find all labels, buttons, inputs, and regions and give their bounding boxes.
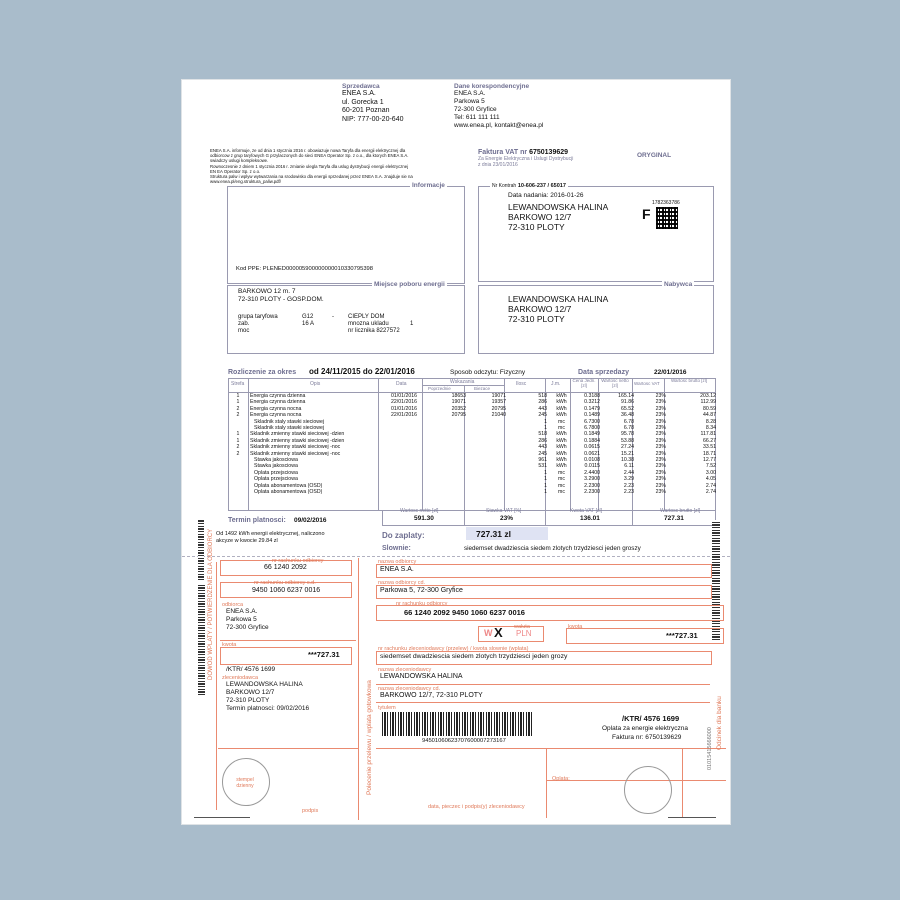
correspondence-city: 72-300 Gryfice: [454, 106, 497, 113]
transfer-words-label: nr rachunku zleceniodawcy (przelew) / kwota slownie (wplata): [378, 646, 529, 652]
charge-rows: [228, 393, 718, 496]
charge-cell: 6.78: [623, 418, 634, 425]
th-opis: Opis: [310, 381, 321, 387]
notice-line: odbiorcow z grup taryfowych G przylaczonych do sieci ENEA Operator Sp. z o.o., dla ktorych ENEA S.A.: [210, 153, 409, 159]
charge-cell: 2: [236, 405, 240, 412]
excise-note-line2: akcyze w kwocie 29.84 zl: [216, 538, 278, 544]
charge-cell: 23%: [655, 489, 666, 496]
seller-city: 60-201 Poznan: [342, 107, 390, 114]
sale-date: 22/01/2016: [654, 369, 687, 376]
transfer-barcode: [382, 712, 534, 736]
charge-cell: 2.23: [623, 482, 634, 489]
charge-cell: 443: [538, 444, 547, 451]
charge-cell: Skladnik staly stawki sieciowej: [254, 425, 325, 432]
charge-cell: Oplata przejsciowa: [254, 476, 298, 483]
charge-cell: 2.74: [705, 489, 716, 496]
stub-account: 66 1240 2092: [264, 564, 307, 571]
invoice-page: [182, 80, 730, 824]
charge-cell: [468, 489, 508, 495]
invoice-number-label: Faktura VAT nr: [478, 149, 528, 156]
addressee-city: 72-310 PLOTY: [508, 222, 565, 232]
charge-cell: 33.51: [703, 444, 716, 451]
total-netto: 591.30: [414, 515, 434, 522]
charge-cell: 0.3188: [584, 393, 600, 399]
charge-cell: 1: [236, 399, 240, 406]
charge-cell: 19357: [491, 399, 506, 406]
charge-cell: 0.3212: [584, 399, 600, 406]
charge-cell: 117.81: [700, 431, 716, 438]
transfer-recipient2: Parkowa 5, 72-300 Gryfice: [380, 587, 463, 594]
charge-cell: 2: [236, 444, 240, 451]
charge-cell: 6.11: [624, 463, 634, 470]
charge-cell: Energia czynna dzienna: [250, 399, 306, 406]
invoice-date: 23/01/2016: [492, 162, 518, 168]
charge-cell: 23%: [655, 476, 666, 483]
transfer-account-label: nr rachunku odbiorcy: [396, 601, 448, 607]
charge-cell: 15.21: [621, 450, 634, 457]
side-barcode-top: [198, 520, 204, 580]
charge-cell: mc: [558, 476, 565, 483]
th-data: Data: [396, 381, 407, 387]
stub-payer-street: BARKOWO 12/7: [226, 689, 275, 696]
due-date-label: Termin platnosci:: [228, 517, 286, 524]
charge-cell: 1: [544, 476, 547, 483]
seller-street: ul. Gorecka 1: [342, 98, 384, 106]
charge-cell: 1: [544, 489, 547, 496]
addressee-street: BARKOWO 12/7: [508, 212, 572, 222]
charge-cell: kWh: [556, 463, 567, 470]
charge-cell: 1: [236, 437, 240, 444]
charge-cell: 23%: [655, 463, 666, 470]
charge-cell: 23%: [655, 393, 666, 399]
excise-note: [216, 531, 325, 545]
charge-cell: 6.7300: [584, 418, 600, 425]
transfer-vertical-right: Odcinek dla banku: [716, 696, 723, 750]
th-cena: Cena Jedn. [zl]: [572, 378, 596, 388]
charge-cell: Skladnik staly stawki sieciowej: [254, 418, 325, 425]
datamatrix-code: [656, 207, 678, 229]
correspondence-web: www.enea.pl, kontakt@enea.pl: [454, 122, 544, 129]
buyer-street: BARKOWO 12/7: [508, 304, 572, 314]
transfer-fee-label: Oplata:: [552, 776, 570, 782]
charge-cell: 23%: [655, 469, 666, 476]
charge-cell: 19071: [451, 399, 466, 406]
total-brutto: 727.31: [664, 515, 684, 522]
total-brutto-label: Wartosc brutto [zl]: [660, 508, 701, 514]
notice-line: EN EA Operator Sp. z o.o.: [210, 168, 261, 174]
point-line1: BARKOWO 12 m. 7: [238, 288, 296, 295]
charge-cell: 18653: [451, 393, 466, 399]
charge-cell: 0.1849: [584, 431, 600, 438]
charge-cell: 1: [544, 469, 547, 476]
charge-cell: 2: [236, 450, 240, 457]
charge-cell: 23%: [655, 412, 666, 419]
transfer-payer2-label: nazwa zleceniodawcy cd.: [378, 686, 441, 692]
charge-cell: 23%: [655, 444, 666, 451]
due-date: 09/02/2016: [294, 517, 327, 524]
charge-cell: Skladnik zmienny stawki sieciowej -noc: [250, 450, 341, 457]
charge-cell: 245: [538, 450, 547, 457]
charge-cell: 6.78: [623, 425, 634, 432]
charge-cell: 23%: [655, 482, 666, 489]
charge-cell: mc: [558, 489, 565, 496]
transfer-purpose: Oplata za energie elektryczna: [602, 725, 688, 732]
notice-line: Struktura palw i wplyw wytwarzania na srodowisko dla energii sprzedanej przez ENEA S.A. znajduje sie na: [210, 174, 413, 180]
charge-cell: 203.12: [700, 393, 716, 399]
multiplier-label: mnozna ukladu: [348, 321, 389, 327]
transfer-title-label: tytulem: [378, 705, 396, 711]
charge-cell: 95.78: [621, 431, 634, 438]
charge-cell: [228, 489, 248, 495]
stub-payer-label: zleceniodawca: [222, 675, 259, 681]
charge-cell: 23%: [655, 431, 666, 438]
charge-cell: 0.1479: [584, 405, 600, 412]
charge-cell: 10.38: [621, 457, 634, 464]
stub-recipient-city: 72-300 Gryfice: [226, 624, 269, 631]
th-biezace: Biezace: [474, 386, 491, 391]
charge-cell: 23%: [655, 418, 666, 425]
to-pay-label: Do zaplaty:: [382, 531, 425, 540]
transfer-amount-label: kwota: [568, 624, 583, 630]
in-words-label: Slownie:: [382, 545, 411, 552]
transfer-payer2: BARKOWO 12/7, 72-310 PLOTY: [380, 692, 483, 699]
charge-cell: 518: [538, 393, 547, 399]
charge-cell: 1: [544, 482, 547, 489]
tariff-dash: -: [332, 314, 334, 320]
stub-recipient-label: odbiorca: [222, 602, 244, 608]
charge-cell: Skladnik zmienny stawki sieciowej -dzien: [250, 431, 345, 438]
transfer-recipient: ENEA S.A.: [380, 566, 414, 573]
charge-cell: 7.52: [705, 463, 716, 470]
stub-account2-label: nr rachunku odbiorcy c.d.: [254, 580, 316, 586]
charge-cell: 18.71: [703, 450, 716, 457]
buyer-name: LEWANDOWSKA HALINA: [508, 294, 609, 304]
notice-block: [210, 148, 413, 184]
charge-cell: 23%: [655, 405, 666, 412]
stub-amount-label: kwota: [222, 642, 237, 648]
charge-cell: Energia czynna nocna: [250, 412, 302, 419]
read-method-label: Sposob odczytu:: [450, 369, 499, 376]
stub-stamp-label: stempel dzienny: [236, 777, 254, 789]
fuse-value: 16 A: [302, 321, 315, 327]
transfer-payer: LEWANDOWSKA HALINA: [380, 673, 463, 680]
charge-cell: 245: [538, 412, 547, 419]
tariff-key: grupa taryfowa: [238, 314, 278, 320]
contract-number: 10-606-237 / 65017: [517, 183, 566, 189]
transfer-words: siedemset dwadziescia siedem zlotych trzydziesci jeden grozy: [380, 653, 568, 660]
correspondence-block: [454, 83, 543, 130]
tariff-name: CIEPLY DOM: [348, 314, 385, 320]
perforation-line: [182, 556, 730, 557]
th-vat: Wartosc VAT: [634, 381, 660, 386]
charge-cell: 2.4400: [584, 469, 600, 476]
seller-block: [342, 83, 403, 124]
charge-cell: 4.05: [705, 476, 716, 483]
charge-cell: kWh: [556, 412, 567, 419]
charge-cell: 0.0621: [584, 450, 600, 457]
charge-cell: 2.44: [623, 469, 634, 476]
charge-cell: kWh: [556, 457, 567, 464]
notice-line: Rownoczesnie z dniem 1 stycznia 2016 r. zmianie ulegla Taryfa dla uslug dystrybucji energii elektrycznej: [210, 163, 409, 169]
stub-payer: [226, 681, 309, 713]
charge-cell: 2.74: [705, 482, 716, 489]
tariff-value: G12: [302, 314, 314, 320]
charge-cell: mc: [558, 425, 565, 432]
charge-cell: 20352: [451, 405, 466, 412]
charge-cell: kWh: [556, 405, 567, 412]
buyer-label: Nabywca: [664, 281, 693, 288]
point-label: Miejsce poboru energii: [374, 281, 445, 288]
stub-payer-name: LEWANDOWSKA HALINA: [226, 681, 303, 688]
charge-cell: 22/01/2016: [391, 399, 417, 406]
charge-cell: 22/01/2016: [391, 412, 417, 419]
charge-cell: [426, 489, 468, 495]
meter-number: nr licznika 8227572: [348, 328, 400, 334]
charge-cell: 0.1489: [584, 412, 600, 419]
charge-cell: 0.0108: [584, 457, 600, 464]
charge-cell: Skladnik zmienny stawki sieciowej -dzien: [250, 437, 345, 444]
charge-cell: Stawka jakosciowa: [254, 463, 298, 470]
charge-cell: 23%: [655, 450, 666, 457]
charge-cell: Stawka jakosciowa: [254, 457, 298, 464]
transfer-payer-label: nazwa zleceniodawcy: [378, 667, 432, 673]
invoice-date-label: z dnia: [478, 162, 492, 168]
charge-cell: [382, 489, 426, 495]
doc-letter: F: [642, 206, 651, 222]
notice-line: ENEA S.A. informuje, ze od dnia 1 stycznia 2016 r. obowiazuje nowa Taryfa dla energii elektrycznej dla: [210, 148, 406, 153]
charge-cell: 80.59: [703, 405, 716, 412]
charge-cell: kWh: [556, 431, 567, 438]
charge-cell: 0.0115: [584, 463, 600, 470]
invoice-number: 6750139629: [529, 149, 569, 156]
stub-ktr: /KTR/ 4576 1699: [226, 666, 276, 673]
charge-cell: mc: [558, 482, 565, 489]
to-pay-amount: 727.31 zl: [476, 529, 511, 539]
charge-cell: kWh: [556, 393, 567, 399]
charge-cell: 8.28: [705, 418, 716, 425]
charge-cell: 91.86: [621, 399, 634, 406]
sale-date-label: Data sprzedazy: [578, 369, 629, 376]
in-words: siedemset dwadziescia siedem zlotych trzydziesci jeden groszy: [464, 545, 641, 552]
notice-line: www.enea.pl/eng.struktura_paliw.pdf/: [210, 179, 281, 185]
charge-cell: 12.77: [703, 457, 716, 464]
charge-cell: 44.87: [703, 412, 716, 419]
charge-row: [228, 489, 718, 495]
charge-cell: 2.2300: [584, 489, 600, 496]
charge-cell: 2.2300: [584, 482, 600, 489]
th-jm: J.m.: [551, 381, 561, 387]
charge-cell: 0.1884: [584, 437, 600, 444]
charge-cell: 23%: [655, 437, 666, 444]
th-netto: Wartosc netto [zl]: [601, 378, 629, 388]
total-vat: 136.01: [580, 515, 600, 522]
stub-recipient-street: Parkowa 5: [226, 616, 257, 623]
charge-cell: 0.0615: [584, 444, 600, 451]
th-strefa: Strefa: [231, 381, 245, 387]
charge-cell: 1: [544, 425, 547, 432]
stub-payer-city: 72-310 PLOTY: [226, 697, 270, 704]
fuse-key: zab.: [238, 321, 250, 327]
charge-cell: 27.24: [621, 444, 634, 451]
charge-cell: Energia czynna nocna: [250, 405, 302, 412]
th-poprzednie: Poprzednie: [428, 386, 451, 391]
charge-cell: 36.48: [621, 412, 634, 419]
charge-cell: 3.29: [623, 476, 634, 483]
period-range: od 24/11/2015 do 22/01/2016: [309, 367, 415, 376]
th-brutto: Wartosc brutto [zl]: [670, 378, 708, 383]
stub-account2: 9450 1060 6237 0016: [252, 587, 321, 594]
invoice-subtitle: Za Energie Elektryczna i Uslugi Dystrybucji: [478, 156, 574, 162]
charge-cell: 443: [538, 405, 547, 412]
transfer-vertical-code: 01015415666000: [707, 727, 713, 770]
stub-divider: [358, 558, 359, 820]
charge-cell: kWh: [556, 450, 567, 457]
transfer-recipient2-label: nazwa odbiorcy cd.: [378, 580, 426, 586]
charge-cell: 286: [538, 437, 547, 444]
charge-cell: 23%: [655, 399, 666, 406]
transfer-type-mark: X: [494, 625, 503, 640]
charge-cell: Oplata przejsciowa: [254, 469, 298, 476]
seller-nip: NIP: 777-00-20-640: [342, 115, 404, 123]
charge-cell: Oplata abonamentowa (OSD): [254, 489, 323, 496]
charge-cell: 3.00: [705, 469, 716, 476]
charge-cell: 53.88: [621, 437, 634, 444]
transfer-barcode-number: 94501060623707600007273167: [422, 738, 506, 744]
doc-code: 1782363786: [652, 200, 680, 206]
stub-vertical-title: DOWOD WPLATY / POTWIERDZENIE DLA ODBIORCY: [208, 528, 214, 680]
power-key: moc: [238, 328, 250, 334]
info-label: Informacje: [412, 182, 445, 189]
charge-cell: 23%: [655, 457, 666, 464]
read-method: Fizyczny: [499, 369, 526, 376]
total-netto-label: Wartosc netto [zl]: [400, 508, 439, 514]
transfer-w-letter: W: [484, 628, 493, 638]
charge-cell: Energia czynna dzienna: [250, 393, 306, 399]
stub-sign-label: podpis: [302, 808, 319, 814]
transfer-recipient-field: [376, 564, 712, 578]
total-vat-rate: 23%: [500, 515, 514, 522]
addressee-name: LEWANDOWSKA HALINA: [508, 202, 609, 212]
charge-cell: 1: [544, 418, 547, 425]
charge-cell: 8.34: [705, 425, 716, 432]
charge-cell: 2: [236, 412, 240, 419]
transfer-currency-label: waluta: [514, 624, 530, 630]
charge-cell: 65.52: [621, 405, 634, 412]
charge-cell: kWh: [556, 399, 567, 406]
transfer-sign-label: data, pieczec i podpis(y) zleceniodawcy: [428, 804, 525, 810]
ppe-code: Kod PPE: PLENED000005900000000010330795398: [236, 266, 373, 272]
transfer-amount-field: [566, 628, 724, 644]
side-barcode-left: [198, 585, 205, 695]
charge-cell: mc: [558, 418, 565, 425]
charge-cell: kWh: [556, 444, 567, 451]
correspondence-street: Parkowa 5: [454, 98, 485, 105]
charge-cell: 6.7800: [584, 425, 600, 432]
stub-recipient-name: ENEA S.A.: [226, 608, 258, 615]
charge-cell: 01/01/2016: [391, 393, 417, 399]
buyer-city: 72-310 PLOTY: [508, 314, 565, 324]
contract-label: Nr Kontrah: [492, 183, 517, 189]
transfer-recipient-label: nazwa odbiorcy: [378, 559, 417, 565]
total-vat-rate-label: Stawka VAT [%]: [486, 508, 522, 514]
correspondence-label: Dane korespondencyjne: [454, 83, 530, 90]
correspondence-name: ENEA S.A.: [454, 90, 486, 97]
charge-cell: 518: [538, 431, 547, 438]
charge-cell: 286: [538, 399, 547, 406]
transfer-currency: PLN: [516, 629, 532, 638]
original-label: ORYGINAL: [637, 152, 672, 159]
charge-cell: 19071: [491, 393, 506, 399]
charge-cell: Oplata abonamentowa (OSD): [254, 482, 323, 489]
th-ilosc: Ilosc: [516, 381, 527, 387]
charge-cell: kWh: [556, 437, 567, 444]
stub-payer-due: Termin platnosci: 09/02/2016: [226, 705, 310, 712]
transfer-account: 66 1240 2092 9450 1060 6237 0016: [404, 608, 525, 617]
charge-cell: 20795: [491, 405, 506, 412]
transfer-ktr: /KTR/ 4576 1699: [622, 714, 680, 723]
charge-cell: Skladnik zmienny stawki sieciowej -noc: [250, 444, 341, 451]
charge-cell: 21040: [491, 412, 506, 419]
charge-cell: 66.27: [703, 437, 716, 444]
charge-cell: 961: [538, 457, 547, 464]
th-wskazania: Wskazania: [450, 379, 475, 385]
charge-cell: 2.23: [623, 489, 634, 496]
charge-cell: 112.99: [700, 399, 716, 406]
correspondence-tel: Tel: 611 111 111: [454, 114, 500, 121]
transfer-amount: ***727.31: [666, 631, 698, 640]
period-label: Rozliczenie za okres: [228, 369, 297, 376]
multiplier-value: 1: [410, 321, 414, 327]
charge-cell: 1: [236, 393, 240, 399]
notice-line: swiadczy uslugi kompleksowe.: [210, 158, 269, 164]
charge-cell: 3.2900: [584, 476, 600, 483]
charge-cell: 20795: [451, 412, 466, 419]
charge-cell: 1: [236, 431, 240, 438]
seller-name: ENEA S.A.: [342, 90, 376, 97]
excise-note-line1: Od 1492 kWh energii elektrycznej, naliczono: [216, 531, 325, 537]
charge-cell: 531: [538, 463, 547, 470]
transfer-stamp-circle: [624, 766, 672, 814]
transfer-vertical-title: Polecenie przelewu / wplata gotowkowa: [366, 680, 373, 795]
seller-label: Sprzedawca: [342, 83, 380, 90]
invoice-header: [478, 149, 573, 168]
total-vat-label: Kwota VAT [zl]: [570, 508, 602, 514]
charge-cell: 23%: [655, 425, 666, 432]
issue-date: Data nadania: 2016-01-26: [508, 192, 584, 199]
point-line2: 72-310 PLOTY - GOSP.DOM.: [238, 296, 324, 303]
charge-cell: mc: [558, 469, 565, 476]
stub-account-label: nr rachunku odbiorcy: [272, 558, 324, 564]
stub-amount: ***727.31: [308, 650, 340, 659]
charge-cell: 165.14: [618, 393, 634, 399]
stub-recipient: [226, 608, 269, 632]
transfer-invoice-ref: Faktura nr: 6750139629: [612, 734, 682, 741]
charge-cell: 01/01/2016: [391, 405, 417, 412]
